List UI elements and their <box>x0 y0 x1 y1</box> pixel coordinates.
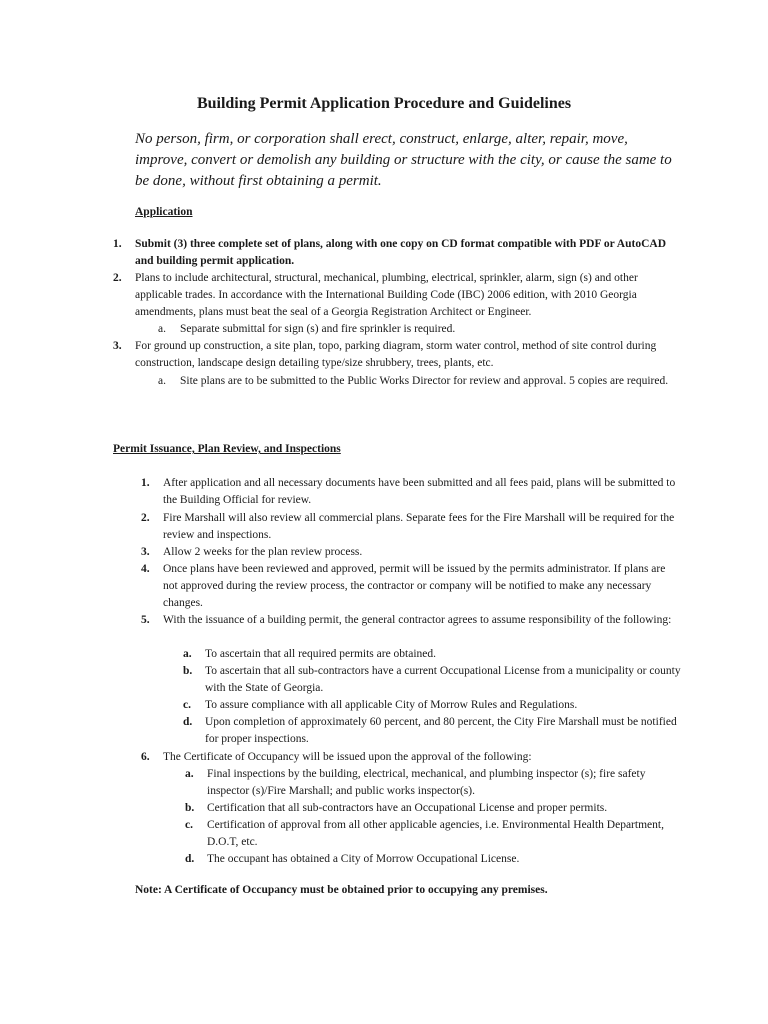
sub-letter: d. <box>183 716 193 728</box>
permit-item-5c <box>183 697 683 714</box>
sub-letter: d. <box>185 853 195 865</box>
sub-text: To ascertain that all required permits are obtained. <box>205 648 437 660</box>
item-text: Once plans have been reviewed and approved, permit will be issued by the permits administrator. If plans are not approved during the review process, the contractor or company will be notified to make any necessary changes. <box>163 563 666 609</box>
sub-letter: a. <box>185 768 194 780</box>
item-number: 3. <box>141 546 150 558</box>
item-text: Plans to include architectural, structural, mechanical, plumbing, electrical, sprinkler, alarm, sign (s) and other applicable trades. In accordance with the International Building Code (IBC) 2006 edition, with 2010 Georgia amendments, plans must beat the seal of a Georgia Registration Architect or Engineer. <box>135 272 638 318</box>
intro-paragraph: No person, firm, or corporation shall erect, construct, enlarge, alter, repair, move, improve, convert or demolish any building or structure with the city, or cause the same to be done, without first obtaining a permit. <box>135 131 672 189</box>
application-item-3a <box>158 373 678 390</box>
sub-text: Final inspections by the building, electrical, mechanical, and plumbing inspector (s); fire safety inspector (s)/Fire Marshall; and public works inspector(s). <box>207 768 646 797</box>
item-text: For ground up construction, a site plan, topo, parking diagram, storm water control, method of site control during construction, landscape design detailing type/size shrubbery, trees, plants, etc. <box>135 340 657 369</box>
item-number: 2. <box>141 512 150 524</box>
permit-item-6 <box>141 749 681 766</box>
permit-item-6a <box>185 766 685 800</box>
sub-text: Separate submittal for sign (s) and fire sprinkler is required. <box>180 323 456 335</box>
permit-item-6c <box>185 817 685 851</box>
application-heading: Application <box>135 206 193 218</box>
item-text: With the issuance of a building permit, the general contractor agrees to assume responsibility of the following: <box>163 614 672 626</box>
sub-letter: c. <box>183 699 191 711</box>
permit-item-5b <box>183 663 683 697</box>
item-number: 2. <box>113 272 122 284</box>
item-number: 3. <box>113 340 122 352</box>
sub-text: Certification that all sub-contractors have an Occupational License and proper permits. <box>207 802 608 814</box>
item-number: 1. <box>141 477 150 489</box>
permit-item-5 <box>141 612 681 629</box>
permit-item-3 <box>141 544 681 561</box>
sub-text: Upon completion of approximately 60 percent, and 80 percent, the City Fire Marshall must be notified for proper inspections. <box>205 716 677 745</box>
sub-text: To ascertain that all sub-contractors have a current Occupational License from a municipality or county with the State of Georgia. <box>205 665 681 694</box>
sub-letter: a. <box>183 648 192 660</box>
permit-heading: Permit Issuance, Plan Review, and Inspections <box>113 443 341 455</box>
sub-text: To assure compliance with all applicable City of Morrow Rules and Regulations. <box>205 699 578 711</box>
sub-letter: a. <box>158 323 166 335</box>
permit-item-6d <box>185 851 685 868</box>
permit-item-5a <box>183 646 683 663</box>
occupancy-note: Note: A Certificate of Occupancy must be obtained prior to occupying any premises. <box>135 884 548 896</box>
item-text: The Certificate of Occupancy will be issued upon the approval of the following: <box>163 751 532 763</box>
application-item-3 <box>113 338 683 372</box>
sub-letter: c. <box>185 819 193 831</box>
permit-item-6b <box>185 800 685 817</box>
item-text: Submit (3) three complete set of plans, along with one copy on CD format compatible with PDF or AutoCAD and building permit application. <box>135 238 666 267</box>
sub-text: Certification of approval from all other applicable agencies, i.e. Environmental Health Department, D.O.T, etc. <box>207 819 664 848</box>
sub-text: Site plans are to be submitted to the Public Works Director for review and approval. 5 copies are required. <box>180 375 669 387</box>
sub-text: The occupant has obtained a City of Morrow Occupational License. <box>207 853 520 865</box>
item-number: 5. <box>141 614 150 626</box>
item-text: Allow 2 weeks for the plan review process. <box>163 546 363 558</box>
application-item-2 <box>113 270 683 321</box>
item-number: 6. <box>141 751 150 763</box>
application-item-1 <box>113 236 683 270</box>
document-title: Building Permit Application Procedure and Guidelines <box>196 95 572 112</box>
item-number: 4. <box>141 563 150 575</box>
permit-item-1 <box>141 475 681 509</box>
application-item-2a <box>158 321 678 338</box>
sub-letter: a. <box>158 375 166 387</box>
permit-item-4 <box>141 561 681 612</box>
item-text: After application and all necessary documents have been submitted and all fees paid, plans will be submitted to the Building Official for review. <box>163 477 676 506</box>
permit-item-2 <box>141 510 681 544</box>
sub-letter: b. <box>185 802 195 814</box>
sub-letter: b. <box>183 665 193 677</box>
permit-item-5d <box>183 714 683 748</box>
item-text: Fire Marshall will also review all commercial plans. Separate fees for the Fire Marshall will be required for the review and inspections. <box>163 512 675 541</box>
item-number: 1. <box>113 238 122 250</box>
